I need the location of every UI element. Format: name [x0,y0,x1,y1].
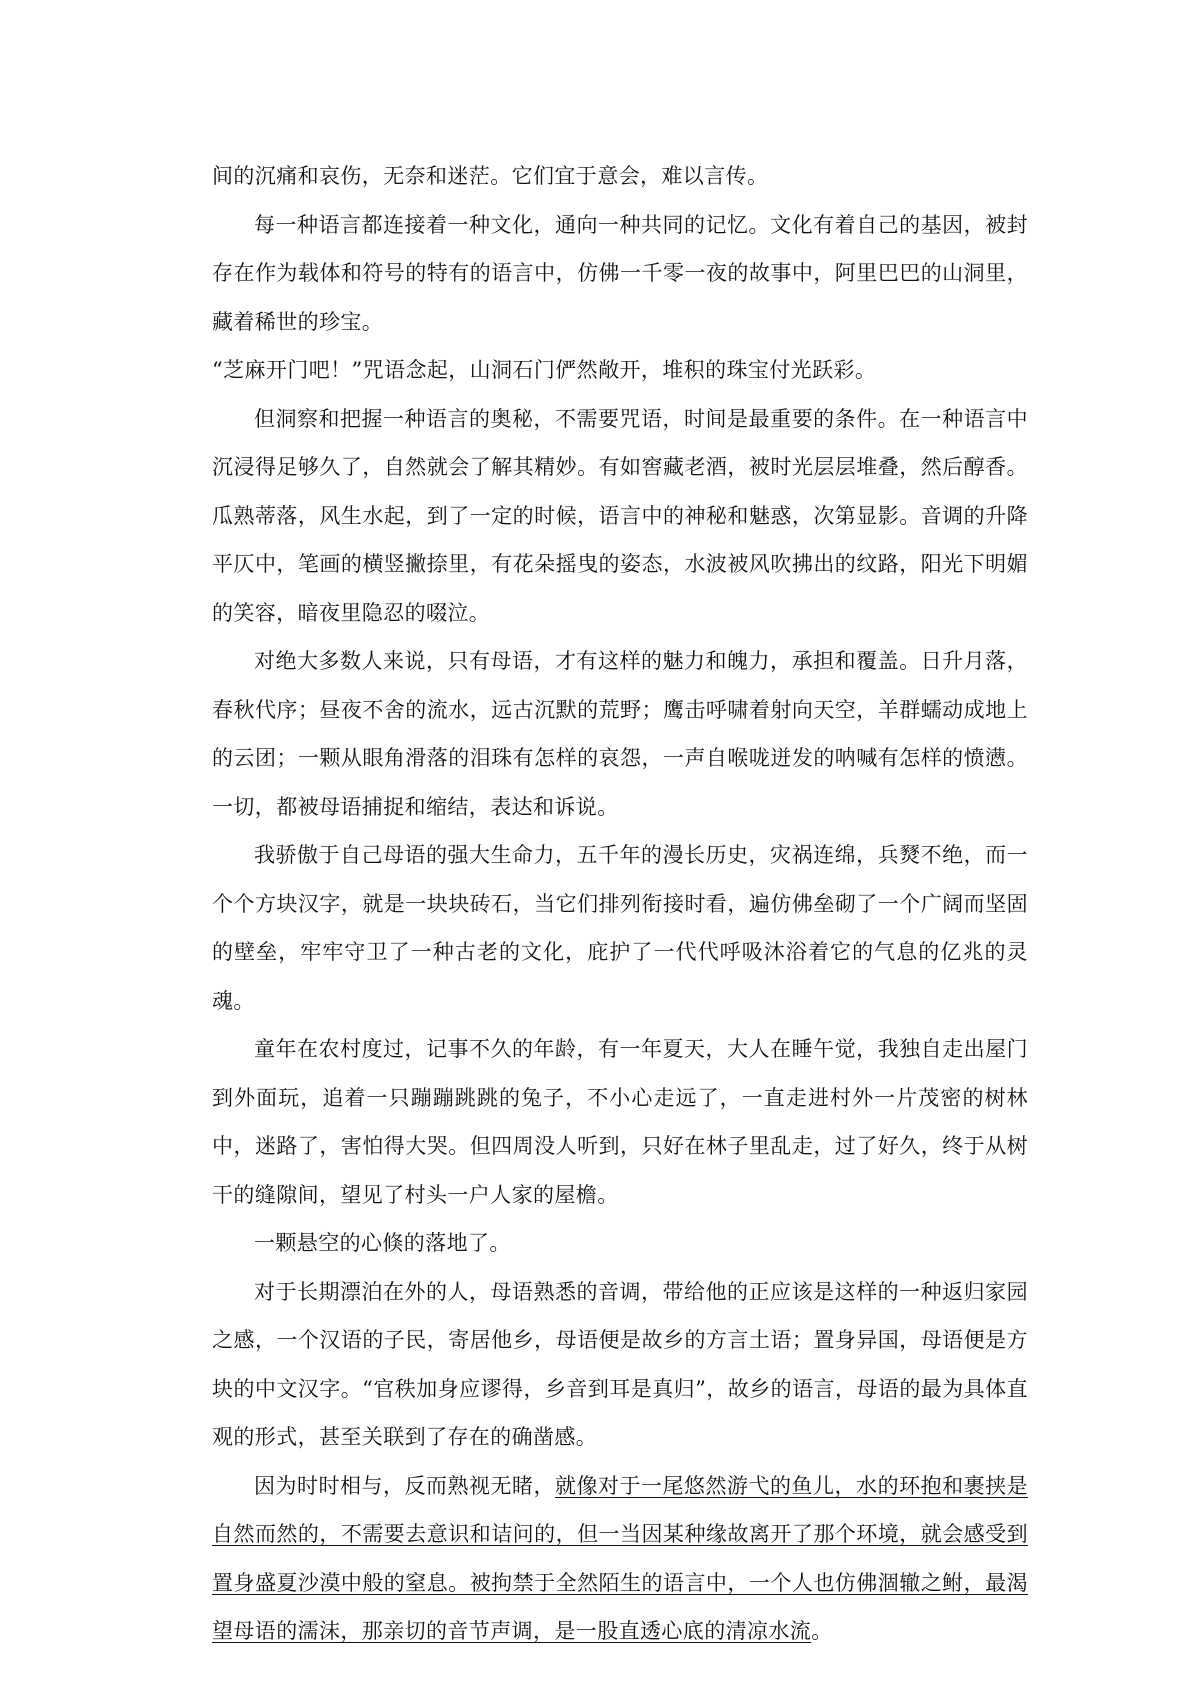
paragraph-2: 每一种语言都连接着一种文化，通向一种共同的记忆。文化有着自己的基因，被封存在作为载体和符号的特有的语言中，仿佛一千零一夜的故事中，阿里巴巴的山洞里，藏着稀世的珍宝。 [212,212,1028,334]
paragraph-3: “芝麻开门吧！”咒语念起，山洞石门俨然敞开，堆积的珠宝付光跃彩。 [212,358,877,382]
paragraph-4: 但洞察和把握一种语言的奥秘，不需要咒语，时间是最重要的条件。在一种语言中沉浸得足够久了，自然就会了解其精妙。有如窖藏老酒，被时光层层堆叠，然后醇香。瓜熟蒂落，风生水起，到了一定的时候，语言中的神秘和魅惑，次第显影。音调的升降平仄中，笔画的横竖撇捺里，有花朵摇曳的姿态，水波被风吹拂出的纹路，阳光下明媚的笑容，暗夜里隐忍的啜泣。 [212,406,1028,625]
paragraph-9: 对于长期漂泊在外的人，母语熟悉的音调，带给他的正应该是这样的一种返归家园之感，一个汉语的子民，寄居他乡，母语便是故乡的方言土语；置身异国，母语便是方块的中文汉字。“官秩加身应谬得，乡音到耳是真归”，故乡的语言，母语的最为具体直观的形式，甚至关联到了存在的确凿感。 [212,1279,1028,1449]
paragraph-6: 我骄傲于自己母语的强大生命力，五千年的漫长历史，灾祸连绵，兵燹不绝，而一个个方块汉字，就是一块块砖石，当它们排列衔接时看，遍仿佛垒砌了一个广阔而坚固的壁垒，牢牢守卫了一种古老的文化，庇护了一代代呼吸沐浴着它的气息的亿兆的灵魂。 [212,843,1028,1013]
essay-body [212,152,1028,1656]
paragraph-7: 童年在农村度过，记事不久的年龄，有一年夏天，大人在睡午觉，我独自走出屋门到外面玩，追着一只蹦蹦跳跳的兔子，不小心走远了，一直走进村外一片茂密的树林中，迷路了，害怕得大哭。但四周没人听到，只好在林子里乱走，过了好久，终于从树干的缝隙间，望见了村头一户人家的屋檐。 [212,1037,1028,1207]
paragraph-5: 对绝大多数人来说，只有母语，才有这样的魅力和魄力，承担和覆盖。日升月落，春秋代序；昼夜不舍的流水，远古沉默的荒野；鹰击呼啸着射向天空，羊群蠕动成地上的云团；一颗从眼角滑落的泪珠有怎样的哀怨，一声自喉咙迸发的呐喊有怎样的愤懑。一切，都被母语捕捉和缩结，表达和诉说。 [212,649,1028,819]
paragraph-10-tail: 。 [811,1619,833,1643]
paragraph-10 [212,1462,1028,1656]
paragraph-1: 间的沉痛和哀伤，无奈和迷茫。它们宜于意会，难以言传。 [212,164,769,188]
paragraph-10-lead: 因为时时相与，反而熟视无睹， [254,1473,556,1498]
underlined-passage: 就像对于一尾悠然游弋的鱼儿，水的环抱和裹挟是自然而然的，不需要去意识和诘问的，但一当因某种缘故离开了那个环境，就会感受到置身盛夏沙漠中般的窒息。被拘禁于全然陌生的语言中，一个人也仿佛涸辙之鲋，最渴望母语的濡沫，那亲切的音节声调，是一股直透心底的清凉水流 [212,1473,1028,1643]
paragraph-8: 一颗悬空的心倏的落地了。 [254,1231,511,1255]
